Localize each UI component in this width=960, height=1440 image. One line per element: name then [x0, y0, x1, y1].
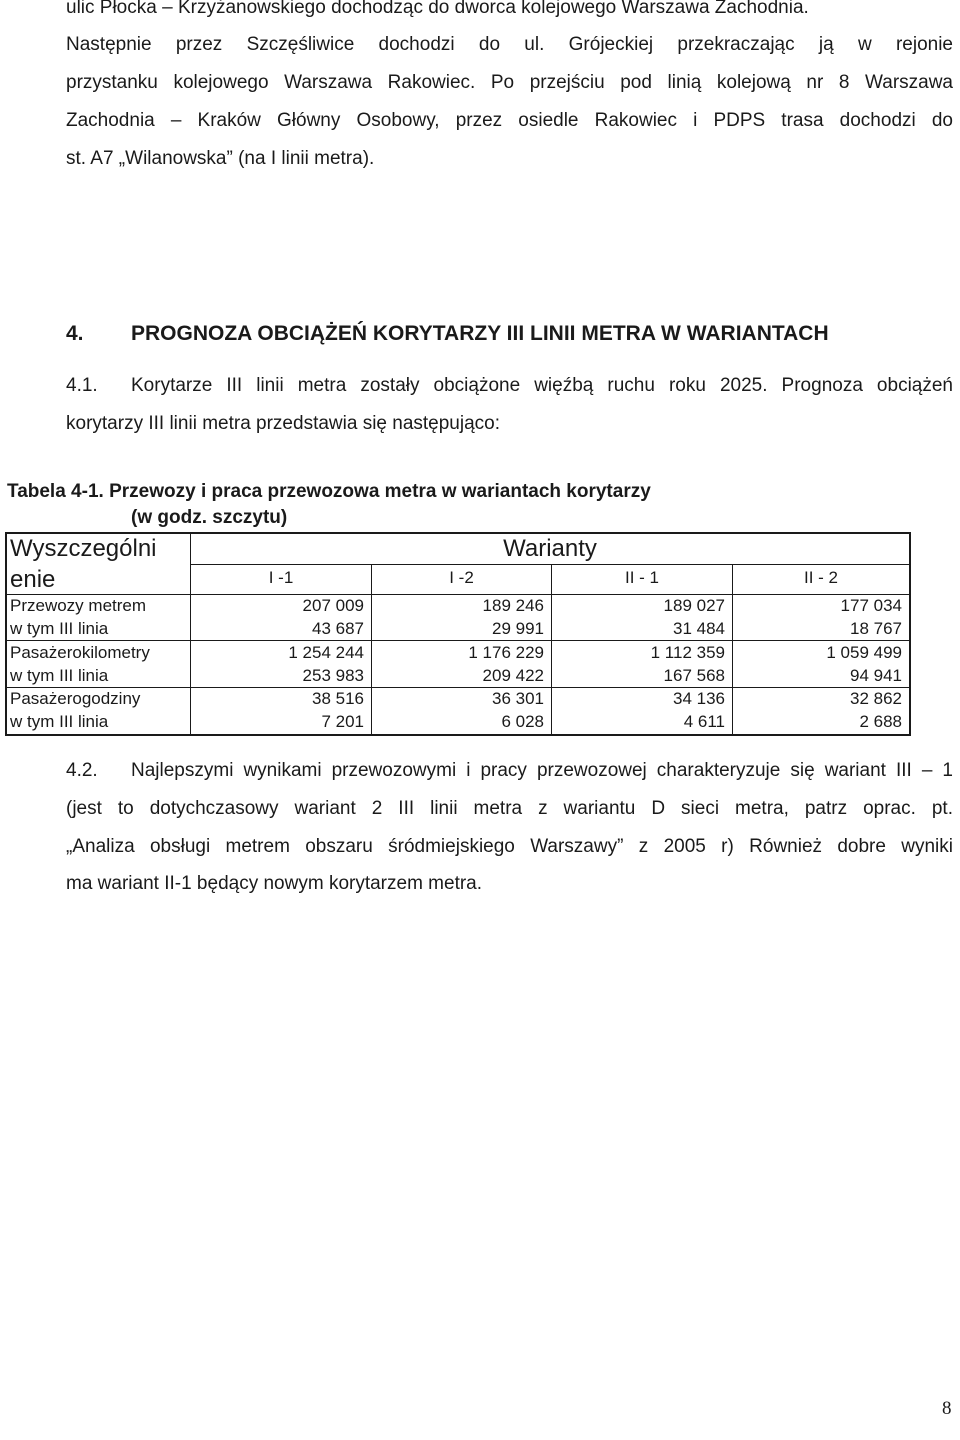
table-cell: 18 767 — [850, 619, 902, 638]
paragraph-4-2-line-4: ma wariant II-1 będący nowym korytarzem metra. — [66, 873, 483, 894]
intro-line-1: ulic Płocka – Krzyżanowskiego dochodząc do dworca kolejowego Warszawa Zachodnia. — [66, 0, 809, 18]
table-cell: 1 059 499 — [826, 643, 902, 662]
table-cell: 4 611 — [683, 712, 725, 731]
table-col-header: I -1 — [268, 568, 294, 587]
row-label: Pasażerokilometry — [10, 643, 150, 662]
paragraph-4-1-number: 4.1. — [66, 375, 98, 396]
table-cell: 207 009 — [302, 596, 364, 615]
table-cell: 6 028 — [501, 712, 544, 731]
table-cell: 189 246 — [482, 596, 544, 615]
table-cell: 36 301 — [492, 689, 544, 708]
table-cell: 209 422 — [482, 666, 544, 685]
row-label: Pasażerogodziny — [10, 689, 141, 708]
section-number: 4. — [66, 322, 84, 345]
intro-line-4: Zachodnia – Kraków Główny Osobowy, przez osiedle Rakowiec i PDPS trasa dochodzi do — [66, 110, 953, 131]
data-table — [5, 532, 911, 736]
table-header-label-line-2: enie — [10, 566, 56, 593]
paragraph-4-1-line-1: Korytarze III linii metra zostały obciążone więźbą ruchu roku 2025. Prognoza obciążeń — [131, 375, 953, 396]
table-cell: 1 176 229 — [468, 643, 544, 662]
table-header-group: Warianty — [503, 535, 597, 562]
paragraph-4-2-number: 4.2. — [66, 760, 98, 781]
table-row-sep-2 — [5, 687, 911, 688]
table-cell: 1 254 244 — [288, 643, 364, 662]
table-cell: 94 941 — [850, 666, 902, 685]
table-cell: 38 516 — [312, 689, 364, 708]
table-caption-subtitle: (w godz. szczytu) — [131, 507, 288, 528]
table-col-header: I -2 — [449, 568, 474, 587]
table-col-header: II - 1 — [624, 568, 659, 587]
paragraph-4-1-line-2: korytarzy III linii metra przedstawia się następująco: — [66, 413, 501, 434]
table-border-bottom — [5, 734, 911, 736]
row-label: w tym III linia — [10, 619, 109, 638]
table-cell: 189 027 — [663, 596, 725, 615]
section-title: PROGNOZA OBCIĄŻEŃ KORYTARZY III LINII METRA W WARIANTACH — [131, 322, 829, 345]
table-cell: 43 687 — [312, 619, 364, 638]
table-cell: 32 862 — [850, 689, 902, 708]
table-cell: 253 983 — [302, 666, 364, 685]
table-header-label-line-1: Wyszczególni — [10, 535, 157, 562]
page-number: 8 — [942, 1398, 952, 1419]
row-label: w tym III linia — [10, 712, 109, 731]
table-row-sep-1 — [5, 640, 911, 641]
row-label: w tym III linia — [10, 666, 109, 685]
intro-line-3: przystanku kolejowego Warszawa Rakowiec. Po przejściu pod linią kolejową nr 8 Warszawa — [66, 72, 953, 93]
intro-line-5: st. A7 „Wilanowska” (na I linii metra). — [66, 148, 375, 169]
paragraph-4-2-line-1: Najlepszymi wynikami przewozowymi i pracy przewozowej charakteryzuje się wariant III – 1 — [131, 760, 953, 781]
table-cell: 167 568 — [663, 666, 725, 685]
table-cell: 7 201 — [321, 712, 364, 731]
table-border-top — [5, 532, 911, 534]
table-border-right — [909, 532, 911, 736]
table-cell: 1 112 359 — [650, 643, 725, 662]
table-header-bottom — [5, 594, 911, 595]
paragraph-4-2-line-3: „Analiza obsługi metrem obszaru śródmiejskiego Warszawy” z 2005 r) Również dobre wyniki — [66, 836, 953, 857]
paragraph-4-2-line-2: (jest to dotychczasowy wariant 2 III linii metra z wariantu D sieci metra, patrz oprac. pt. — [66, 798, 953, 819]
table-cell: 177 034 — [840, 596, 902, 615]
table-cell: 31 484 — [673, 619, 725, 638]
table-col-header: II - 2 — [803, 568, 838, 587]
table-cell: 29 991 — [492, 619, 544, 638]
row-label: Przewozy metrem — [10, 596, 147, 615]
table-caption: Tabela 4-1. Przewozy i praca przewozowa metra w wariantach korytarzy — [7, 481, 651, 502]
table-cell: 34 136 — [673, 689, 725, 708]
table-border-left — [5, 532, 7, 736]
intro-line-2: Następnie przez Szczęśliwice dochodzi do ul. Grójeckiej przekraczając ją w rejonie — [66, 34, 953, 55]
table-cell: 2 688 — [859, 712, 902, 731]
